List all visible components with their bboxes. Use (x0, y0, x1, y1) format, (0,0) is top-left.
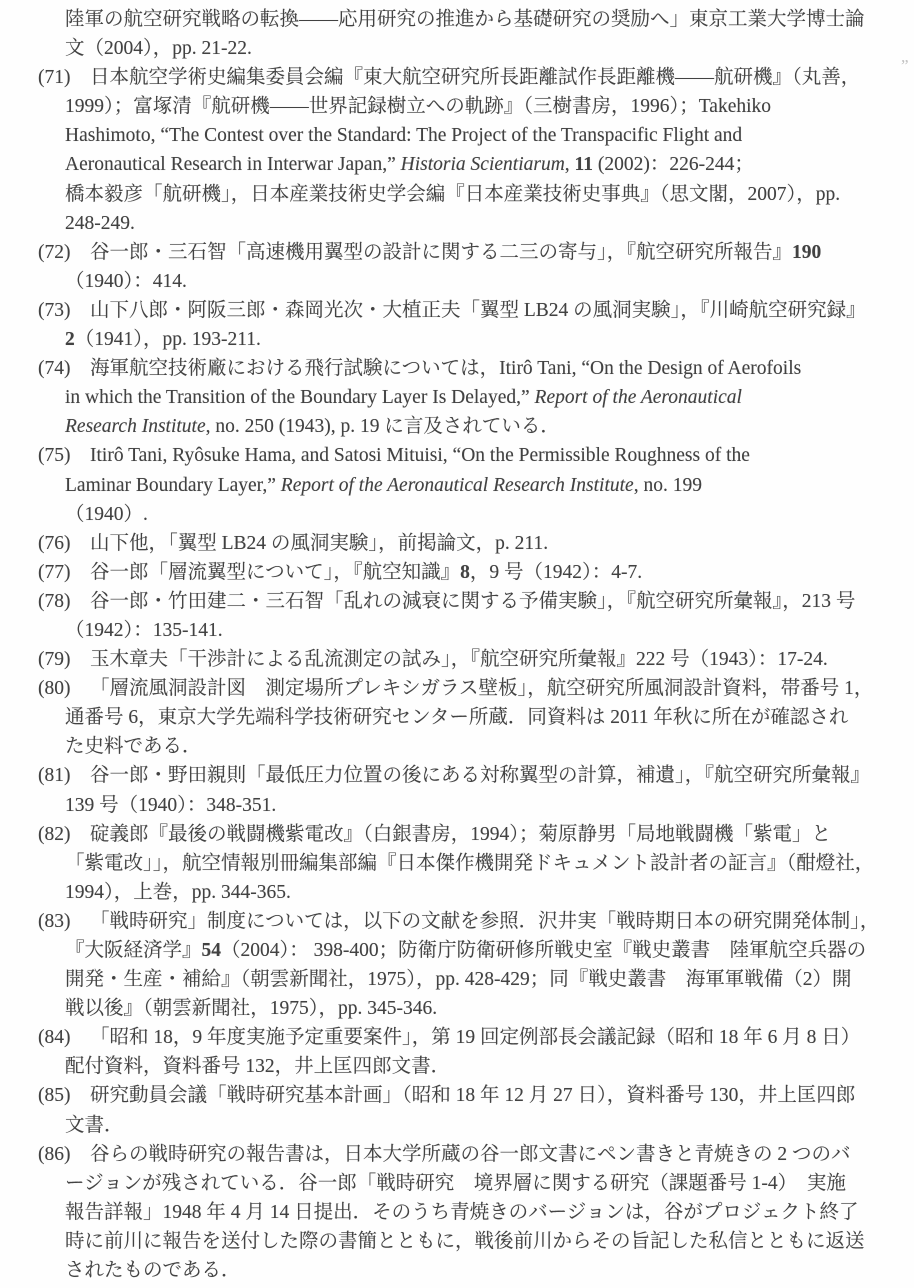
note-text-segment: Report of the Aeronautical Research Institute (280, 474, 634, 496)
note-text-segment: 2 (65, 329, 75, 351)
note-text-segment: Aeronautical Research in Interwar Japan,” (65, 154, 401, 176)
note-line (38, 587, 886, 616)
note-number: (72) (38, 241, 71, 263)
note-text-segment: （1941），pp. 193-211. (74, 329, 261, 351)
note-text-segment: in which the Transition of the Boundary Layer Is Delayed,” (65, 387, 535, 409)
note-text-segment: されたものである． (65, 1260, 241, 1282)
note-line-continuation (38, 1256, 886, 1285)
note-number: (71) (38, 67, 71, 89)
note-number: (81) (38, 765, 71, 787)
note-line-continuation (38, 150, 886, 179)
note-text-segment: 「戦時研究」制度については，以下の文献を参照．沢井実「戦時期日本の研究開発体制」， (90, 910, 880, 932)
note-line-continuation (38, 849, 886, 878)
note-text-segment: 日本航空学術史編集委員会編『東大航空研究所長距離試作長距離機——航研機』（丸善， (90, 67, 861, 89)
note-line (38, 63, 886, 92)
note-line-continuation (38, 34, 886, 63)
note-text-segment: 190 (792, 241, 822, 263)
note-line-continuation (38, 1169, 886, 1198)
note-text-segment: 戦以後』（朝雲新聞社，1975），pp. 345-346. (65, 998, 438, 1020)
note-text-segment: 11 (574, 154, 593, 176)
note-text-segment: Laminar Boundary Layer,” (65, 474, 281, 496)
note-text-segment: 文（2004），pp. 21-22. (65, 38, 252, 60)
note-line (38, 761, 886, 790)
scan-artifact-mark: ” (901, 56, 909, 75)
note-line-continuation (38, 180, 886, 209)
note-text-segment: 「昭和 18，9 年度実施予定重要案件」，第 19 回定例部長会議記録（昭和 18 年 6 月 8 日） (90, 1027, 861, 1049)
note-number: (85) (38, 1085, 71, 1107)
note-line-continuation (38, 1198, 886, 1227)
note-number: (74) (38, 358, 71, 380)
note-line (38, 1081, 886, 1110)
note-text-segment: 谷一郎・竹田建二・三石智「乱れの減衰に関する予備実験」，『航空研究所彙報』，213 号 (90, 590, 856, 612)
note-text-segment: (2002)：226-244； (592, 154, 754, 176)
note-line-continuation (38, 1111, 886, 1140)
note-text-segment: , (564, 154, 575, 176)
note-text-segment: ，9 号（1942）：4-7. (469, 561, 643, 583)
note-text-segment: （1942）：135-141. (65, 619, 223, 641)
note-text-segment: 54 (201, 940, 222, 961)
note-line (38, 296, 886, 325)
note-text-segment: 「層流風洞設計図 測定場所プレキシガラス壁板」，航空研究所風洞設計資料，帯番号 1， (90, 678, 874, 700)
note-number: (83) (38, 910, 71, 932)
note-line (38, 674, 886, 703)
note-text-segment: 文書． (65, 1114, 124, 1136)
note-text-segment: 海軍航空技術廠における飛行試験については，Itirô Tani, “On the Design of Aerofoils (90, 358, 802, 380)
note-line-continuation (38, 791, 886, 820)
note-line (38, 441, 886, 470)
note-number: (75) (38, 445, 71, 467)
note-line-continuation (38, 994, 886, 1023)
note-number: (80) (38, 678, 71, 700)
endnotes-list (38, 5, 886, 1285)
note-text-segment: ージョンが残されている．谷一郎「戦時研究 境界層に関する研究（課題番号 1-4） 実施 (65, 1172, 846, 1194)
note-text-segment: 谷らの戦時研究の報告書は，日本大学所蔵の谷一郎文書にペン書きと青焼きの 2 つのバ (90, 1143, 851, 1165)
note-line-continuation (38, 965, 886, 994)
note-text-segment: 8 (460, 561, 470, 583)
note-text-segment: 谷一郎「層流翼型について」，『航空知識』 (90, 561, 461, 583)
note-number: (77) (38, 561, 71, 583)
note-line (38, 1140, 886, 1169)
note-text-segment: 1994），上巻，pp. 344-365. (65, 881, 291, 903)
note-text-segment: た史料である． (65, 736, 202, 758)
note-line-continuation (38, 121, 886, 150)
note-line-continuation (38, 1227, 886, 1256)
note-line-continuation (38, 471, 886, 500)
note-line-continuation (38, 209, 886, 238)
note-line (38, 1023, 886, 1052)
note-text-segment: 「紫電改」」，航空情報別冊編集部編『日本傑作機開発ドキュメント設計者の証言』（酣燈社， (65, 852, 875, 874)
note-line-continuation (38, 703, 886, 732)
note-line-continuation (38, 878, 886, 907)
note-number: (73) (38, 299, 71, 321)
note-text-segment: 山下八郎・阿阪三郎・森岡光次・大植正夫「翼型 LB24 の風洞実験」，『川崎航空研究録』 (90, 299, 866, 321)
note-text-segment: 139 号（1940）：348-351. (65, 794, 277, 816)
note-text-segment: 開発・生産・補給』（朝雲新聞社，1975），pp. 428-429；同『戦史叢書 海軍軍戦備（2）開 (65, 969, 852, 991)
note-text-segment: 陸軍の航空研究戦略の転換——応用研究の推進から基礎研究の奨励へ」東京工業大学博士論 (65, 9, 865, 30)
note-number: (79) (38, 649, 71, 671)
note-number: (84) (38, 1027, 71, 1049)
note-text-segment: , no. 199 (633, 474, 702, 496)
note-text-segment: 248-249. (65, 212, 135, 234)
note-text-segment: 1999）；富塚清『航研機——世界記録樹立への軌跡』（三樹書房，1996）；Takehiko (65, 96, 772, 118)
note-number: (78) (38, 590, 71, 612)
note-line-continuation (38, 412, 886, 441)
note-text-segment: 配付資料，資料番号 132，井上匡四郎文書． (65, 1056, 451, 1078)
note-line-continuation (38, 5, 886, 34)
note-text-segment: （1940）. (65, 503, 148, 525)
note-text-segment: 玉木章夫「干渉計による乱流測定の試み」，『航空研究所彙報』222 号（1943）：17-24. (90, 649, 828, 671)
note-line (38, 354, 886, 383)
note-text-segment: , no. 250 (1943), p. 19 に言及されている． (205, 416, 560, 438)
note-text-segment: Itirô Tani, Ryôsuke Hama, and Satosi Mituisi, “On the Permissible Roughness of the (90, 445, 750, 467)
note-number: (82) (38, 823, 71, 845)
note-line-continuation (38, 1052, 886, 1081)
note-line (38, 820, 886, 849)
note-line-continuation (38, 92, 886, 121)
note-line-continuation (38, 383, 886, 412)
note-number: (86) (38, 1143, 71, 1165)
note-text-segment: 通番号 6，東京大学先端科学技術研究センター所蔵．同資料は 2011 年秋に所在が確認され (65, 707, 849, 729)
note-line-continuation (38, 500, 886, 529)
note-line (38, 558, 886, 587)
note-text-segment: （1940）：414. (65, 270, 187, 292)
note-text-segment: 研究動員会議「戦時研究基本計画」（昭和 18 年 12 月 27 日），資料番号 130，井上匡四郎 (90, 1085, 856, 1107)
note-text-segment: Hashimoto, “The Contest over the Standard: The Project of the Transpacific Flight and (65, 125, 743, 147)
note-text-segment: 橋本毅彦「航研機」，日本産業技術史学会編『日本産業技術史事典』（思文閣，2007），pp. (65, 183, 841, 205)
note-line (38, 907, 886, 936)
note-text-segment: 碇義郎『最後の戦闘機紫電改』（白銀書房，1994）；菊原静男「局地戦闘機「紫電」と (90, 823, 832, 845)
note-text-segment: Report of the Aeronautical (534, 387, 742, 409)
note-line (38, 238, 886, 267)
note-line-continuation (38, 267, 886, 296)
note-text-segment: 谷一郎・三石智「高速機用翼型の設計に関する二三の寄与」，『航空研究所報告』 (90, 241, 793, 263)
note-line-continuation (38, 936, 886, 965)
note-text-segment: （2004）： 398-400；防衛庁防衛研修所戦史室『戦史叢書 陸軍航空兵器の (221, 940, 867, 961)
note-text-segment: 時に前川に報告を送付した際の書簡とともに，戦後前川からその旨記した私信とともに返送 (65, 1230, 865, 1252)
note-text-segment: 山下他，「翼型 LB24 の風洞実験」，前掲論文，p. 211. (90, 532, 549, 554)
note-text-segment: Research Institute (65, 416, 206, 438)
note-text-segment: 報告詳報」1948 年 4 月 14 日提出．そのうち青焼きのバージョンは，谷がプロジェクト終了 (65, 1201, 859, 1223)
note-line (38, 645, 886, 674)
note-text-segment: Historia Scientiarum (400, 154, 565, 176)
note-text-segment: 谷一郎・野田親則「最低圧力位置の後にある対称翼型の計算，補遺」，『航空研究所彙報』 (90, 765, 871, 787)
note-line-continuation (38, 616, 886, 645)
note-number: (76) (38, 532, 71, 554)
note-line (38, 529, 886, 558)
note-line-continuation (38, 325, 886, 354)
note-text-segment: 『大阪経済学』 (65, 940, 202, 961)
note-line-continuation (38, 732, 886, 761)
